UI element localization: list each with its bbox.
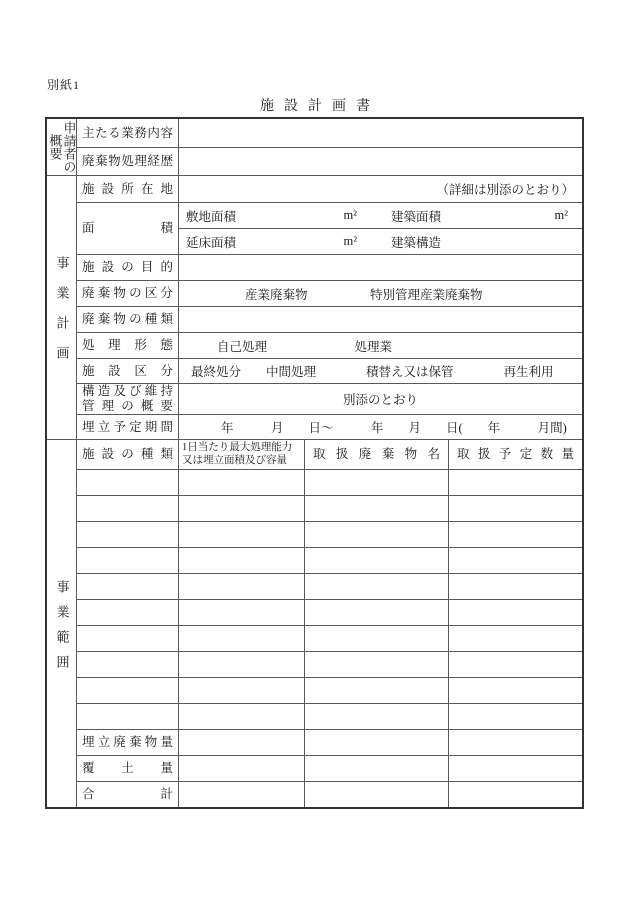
- field-value-facility-classification: 最終処分 中間処理 積替え又は保管 再生利用: [178, 359, 582, 383]
- row-cover-soil-amount: [77, 755, 582, 781]
- table-row: [77, 677, 582, 703]
- field-label-landfill-period: 埋立予定期間: [82, 419, 173, 434]
- section-business-scope: [47, 439, 582, 807]
- field-value-facility-location: [178, 176, 582, 202]
- table-row: [77, 495, 582, 521]
- floor-area-label: 延床面積: [186, 235, 237, 250]
- table-row: [77, 547, 582, 573]
- field-label-facility-location: 施設所在地: [82, 181, 173, 196]
- field-label-structure-maintenance: 構造及び維持 管理の概要: [82, 384, 173, 413]
- field-value-waste-history: [178, 148, 582, 175]
- attachment-label: 別紙1: [47, 78, 81, 92]
- page-title: 施設計画書: [260, 99, 380, 114]
- table-row: [77, 703, 582, 729]
- field-label-landfill-waste-amount: 埋立廃棄物量: [82, 735, 173, 749]
- row-facility-location: [77, 176, 582, 202]
- site-area-label: 敷地面積: [186, 209, 237, 224]
- field-label-main-business: 主たる業務内容: [82, 125, 173, 140]
- field-value-facility-purpose: [178, 255, 582, 280]
- table-row: [77, 573, 582, 599]
- scope-table-header: [77, 440, 582, 469]
- site-area-unit: m²: [343, 208, 357, 222]
- field-value-waste-type: [178, 307, 582, 332]
- field-value-structure-maintenance: 別添のとおり: [178, 384, 582, 414]
- field-value-processing-form: 自己処理 処理業: [178, 333, 582, 358]
- building-area-unit: m²: [554, 208, 568, 222]
- group-label-business-scope: 事業範囲: [54, 579, 70, 680]
- field-label-cover-soil-amount: 覆土量: [82, 761, 173, 775]
- row-landfill-waste-amount: [77, 729, 582, 755]
- table-row: [77, 469, 582, 495]
- building-structure-label: 建築構造: [391, 235, 442, 250]
- field-value-landfill-period: 年 月 日～ 年 月 日( 年 月間): [178, 415, 582, 439]
- row-structure-maintenance: [77, 383, 582, 414]
- row-main-business: [77, 119, 582, 147]
- field-label-total: 合計: [82, 787, 173, 801]
- area-values: [178, 203, 582, 254]
- table-row: [77, 521, 582, 547]
- row-facility-classification: [77, 358, 582, 383]
- row-processing-form: [77, 332, 582, 358]
- header-facility-type: 施設の種類: [82, 447, 173, 461]
- group-label-line: 申請者の: [61, 121, 77, 173]
- field-label-waste-type: 廃棄物の種類: [82, 312, 173, 326]
- area-subrow-1: [179, 203, 582, 228]
- row-waste-classification: [77, 280, 582, 306]
- row-waste-type: [77, 306, 582, 332]
- location-note: （詳細は別添のとおり）: [436, 183, 574, 197]
- field-label-facility-classification: 施設区分: [82, 363, 173, 378]
- row-landfill-period: [77, 414, 582, 439]
- floor-area-unit: m²: [343, 234, 357, 248]
- row-facility-purpose: [77, 254, 582, 280]
- section-business-plan: [47, 175, 582, 439]
- table-row: [77, 599, 582, 625]
- field-value-waste-classification: 産業廃棄物 特別管理産業廃棄物: [178, 281, 582, 306]
- group-label-business-plan: 事業計画: [54, 256, 70, 376]
- facility-plan-form: [45, 117, 584, 809]
- section-applicant-overview: [47, 119, 582, 175]
- header-quantity: 取扱予定数量: [448, 440, 582, 469]
- table-row: [77, 651, 582, 677]
- field-label-waste-classification: 廃棄物の区分: [82, 286, 173, 300]
- row-waste-history: [77, 147, 582, 175]
- field-label-processing-form: 処理形態: [82, 338, 173, 352]
- area-subrow-2: [179, 228, 582, 254]
- header-capacity: 1日当たり最大処理能力 又は埋立面積及び容量: [178, 440, 304, 469]
- group-label-applicant-overview: [47, 119, 76, 175]
- building-area-label: 建築面積: [391, 209, 442, 224]
- field-label-area: 面積: [82, 221, 173, 235]
- table-row: [77, 625, 582, 651]
- row-area: [77, 202, 582, 254]
- field-label-waste-history: 廃棄物処理経歴: [82, 154, 173, 168]
- row-total: [77, 781, 582, 807]
- field-value-main-business: [178, 119, 582, 147]
- header-waste-name: 取扱廃棄物名: [304, 440, 448, 469]
- field-label-facility-purpose: 施設の目的: [82, 260, 173, 274]
- group-label-line: 概要: [47, 134, 63, 160]
